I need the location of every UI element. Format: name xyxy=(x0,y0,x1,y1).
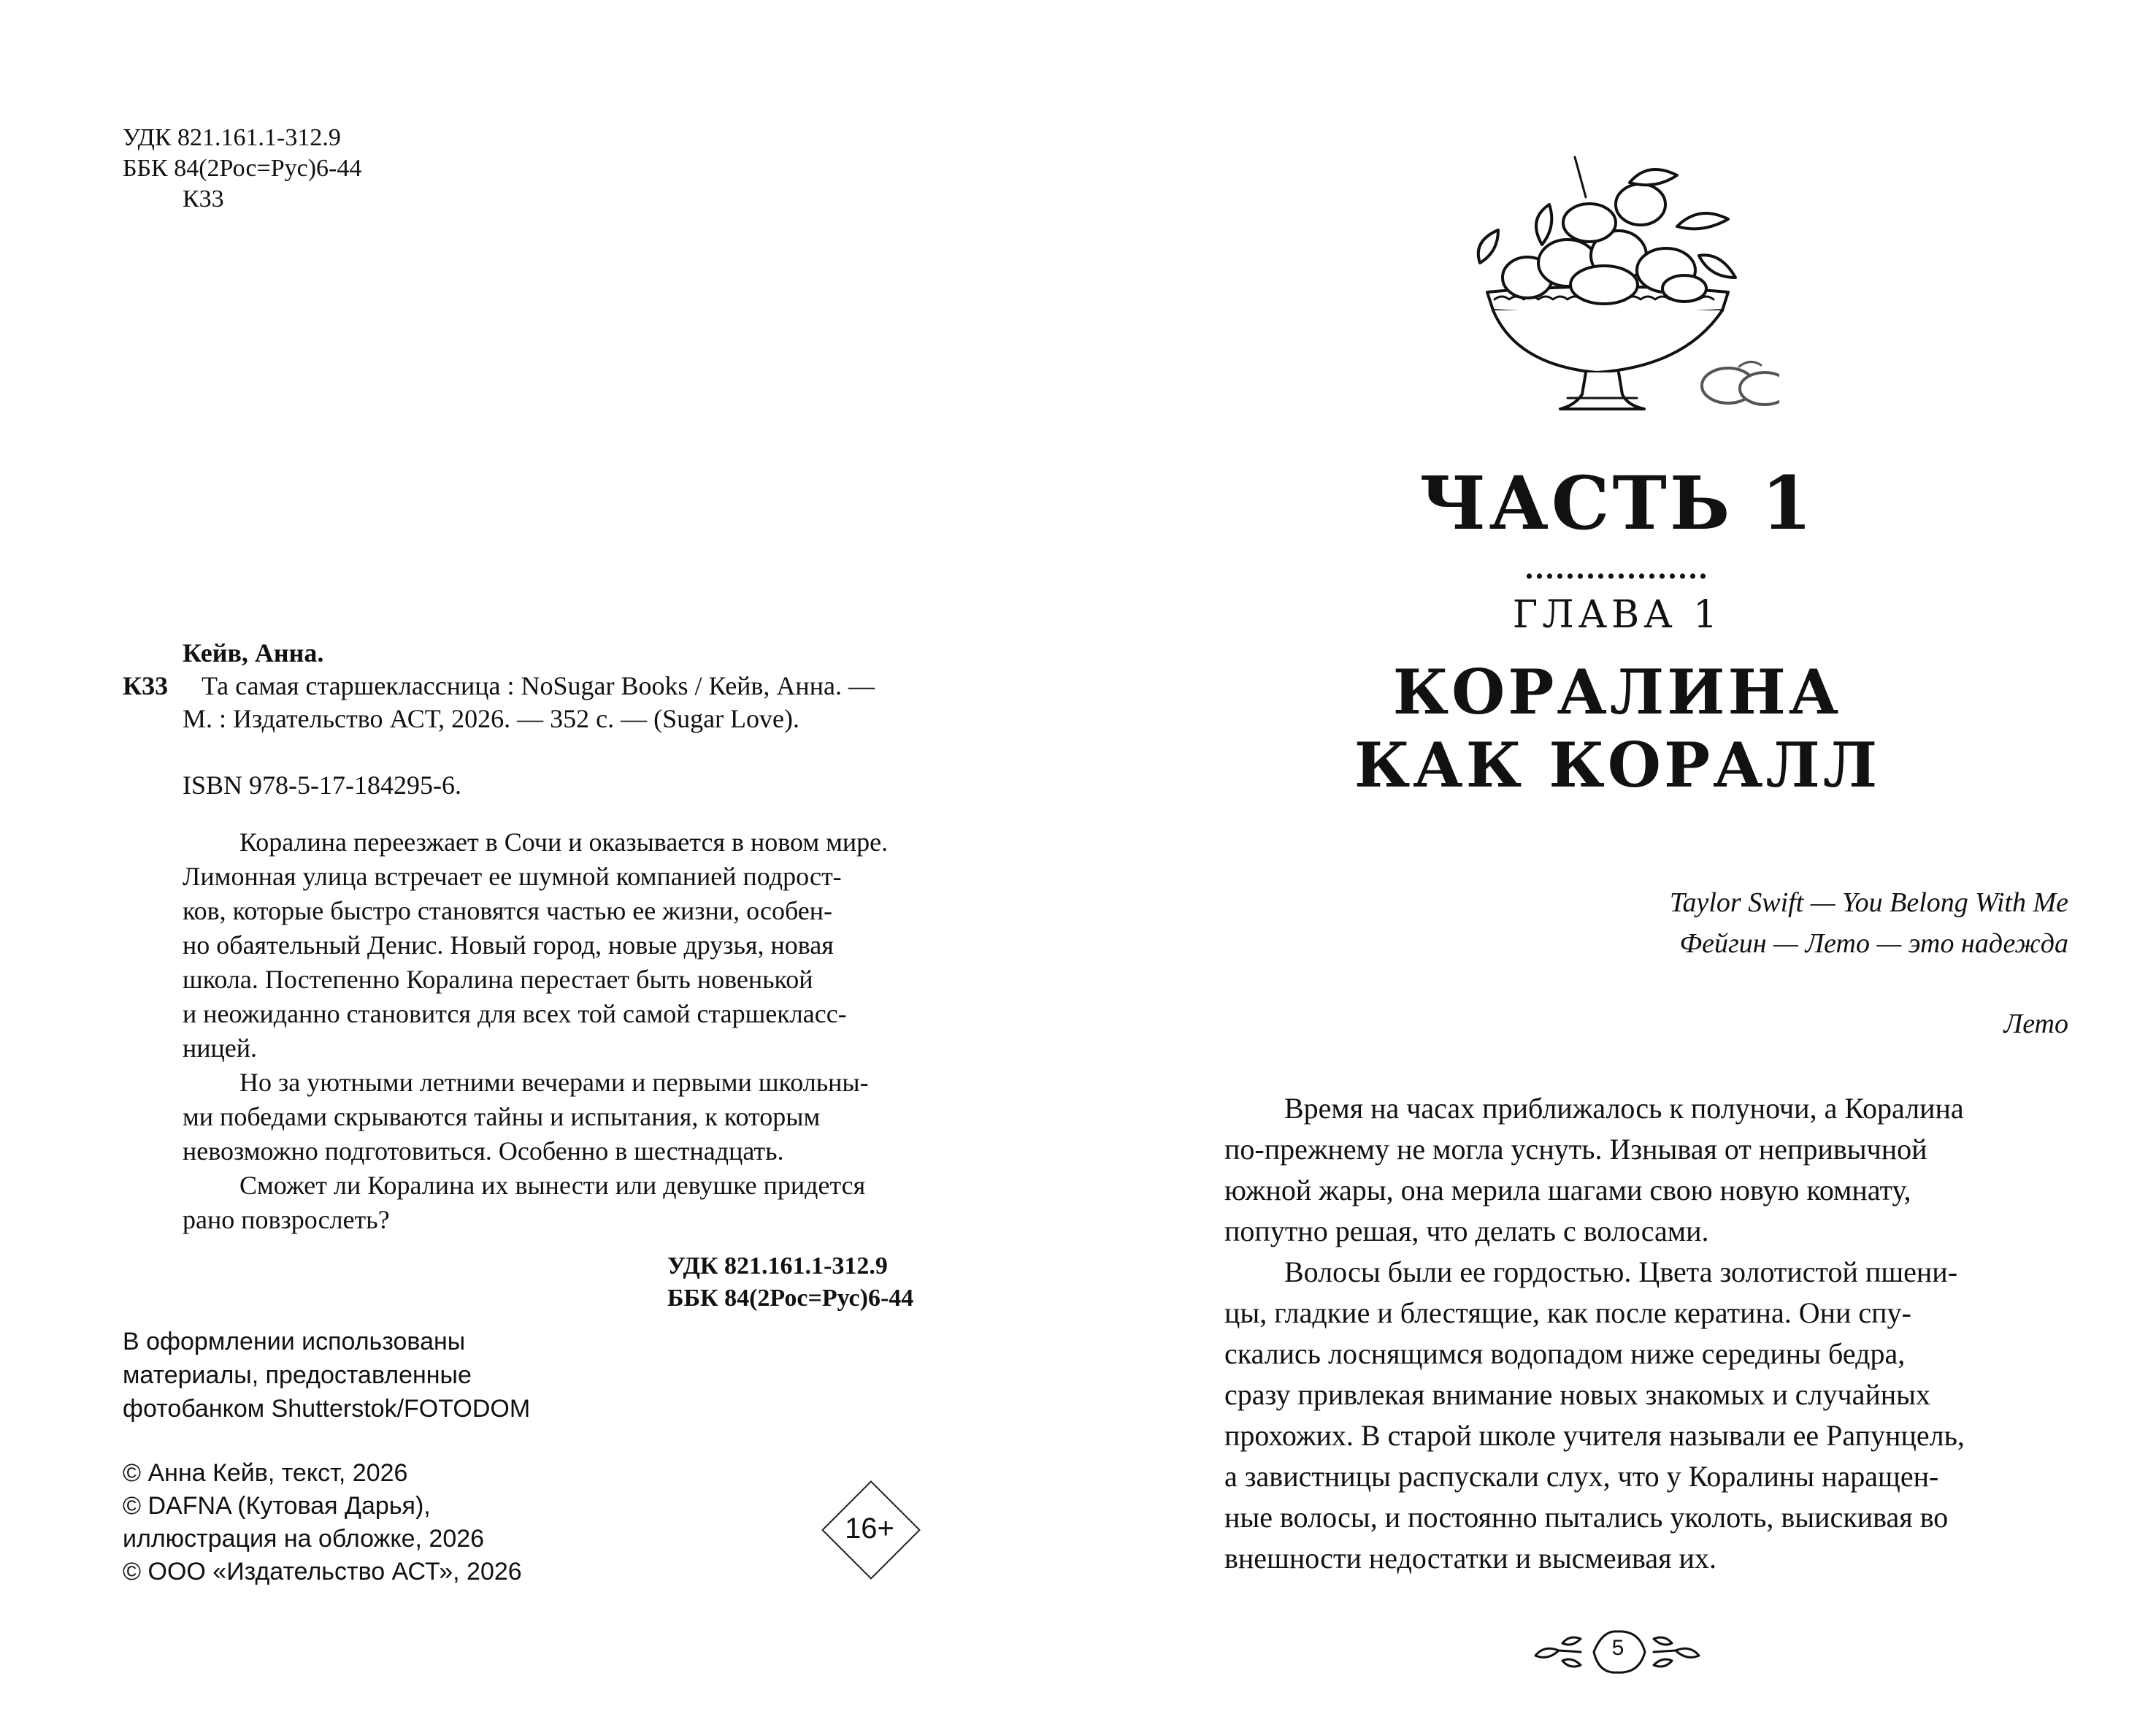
body-line: а завистницы распускали слух, что у Коралины наращен- xyxy=(1224,1460,1939,1493)
annotation-line: рано повзрослеть? xyxy=(183,1205,390,1234)
chapter-body xyxy=(1224,1088,2071,1579)
udk-code: УДК 821.161.1-312.9 xyxy=(667,1252,888,1280)
chapter-label: ГЛАВА 1 xyxy=(1512,593,1722,637)
udk-code: УДК 821.161.1-312.9 xyxy=(123,124,341,151)
author-name: Кейв, Анна. xyxy=(183,638,324,668)
epigraph-line: Taylor Swift — You Belong With Me xyxy=(1669,887,2068,918)
annotation-line: но обаятельный Денис. Новый город, новые друзья, новая xyxy=(183,930,834,960)
season-label: Лето xyxy=(2003,1009,2068,1039)
body-line: сразу привлекая внимание новых знакомых и случайных xyxy=(1224,1378,1931,1411)
body-line: Время на часах приближалось к полуночи, а Коралина xyxy=(1284,1092,1964,1125)
page-number: 5 xyxy=(1611,1636,1624,1660)
body-line: попутно решая, что делать с волосами. xyxy=(1224,1215,1709,1247)
catalog-mark: К33 xyxy=(123,671,169,700)
body-line: скались лоснящимся водопадом ниже середины бедра, xyxy=(1224,1337,1906,1370)
copyright-block xyxy=(123,1457,522,1588)
annotation-line: Лимонная улица встречает ее шумной компанией подрост- xyxy=(183,862,842,891)
age-rating-badge xyxy=(822,1481,917,1576)
chapter-title-line: КОРАЛИНА xyxy=(1392,656,1842,728)
dotted-divider: .................. xyxy=(1525,550,1709,586)
body-line: ные волосы, и постоянно пытались уколоть, выискивая во xyxy=(1224,1501,1949,1534)
bibliographic-record xyxy=(123,637,911,802)
body-line: по-прежнему не могла уснуть. Изнывая от непривычной xyxy=(1224,1133,1927,1166)
copyright-line: © ООО «Издательство АСТ», 2026 xyxy=(123,1558,522,1586)
udk-footer xyxy=(667,1250,913,1315)
part-title: ЧАСТЬ 1 xyxy=(1419,460,1815,546)
annotation-line: невозможно подготовиться. Особенно в шестнадцать. xyxy=(183,1136,784,1166)
body-line: прохожих. В старой школе учителя называли ее Рапунцель, xyxy=(1224,1419,1965,1452)
design-credit-line: материалы, предоставленные xyxy=(123,1361,472,1389)
copyright-line: © Анна Кейв, текст, 2026 xyxy=(123,1459,408,1487)
annotation-line: и неожиданно становится для всех той самой старшекласс- xyxy=(183,999,847,1028)
chapter-page xyxy=(1078,0,2156,1725)
annotation-line: Коралина переезжает в Сочи и оказывается в новом мире. xyxy=(239,827,889,857)
annotation-line: ницей. xyxy=(183,1033,258,1063)
annotation-line: Сможет ли Коралина их вынести или девушке придется xyxy=(239,1171,866,1200)
epigraph xyxy=(1670,882,2068,964)
design-credit-line: В оформлении использованы xyxy=(123,1328,466,1355)
design-credits xyxy=(123,1325,530,1426)
epigraph-line: Фейгин — Лето — это надежда xyxy=(1679,928,2068,959)
design-credit-line: фотобанком Shutterstok/FOTODOM xyxy=(123,1395,531,1423)
copyright-line: © DAFNA (Кутовая Дарья), xyxy=(123,1492,431,1520)
udk-header xyxy=(123,123,361,215)
bbk-code: ББК 84(2Рос=Рус)6-44 xyxy=(123,155,362,182)
chapter-title-line: КАК КОРАЛЛ xyxy=(1354,729,1881,801)
annotation-line: школа. Постепенно Коралина перестает быть новенькой xyxy=(183,965,813,994)
annotation-line: Но за уютными летними вечерами и первыми школьны- xyxy=(239,1068,869,1097)
body-line: южной жары, она мерила шагами свою новую комнату, xyxy=(1224,1174,1911,1206)
body-line: внешности недостатки и высмеивая их. xyxy=(1224,1542,1716,1575)
biblio-title-line: Та самая старшеклассница : NoSugar Books / Кейв, Анна. — xyxy=(202,671,875,700)
bbk-code: ББК 84(2Рос=Рус)6-44 xyxy=(667,1285,914,1312)
annotation-line: ми победами скрываются тайны и испытания, к которым xyxy=(183,1102,821,1131)
age-rating-text: 16+ xyxy=(845,1512,894,1545)
biblio-publisher-line: М. : Издательство АСТ, 2026. — 352 с. — (Sugar Love). xyxy=(183,704,800,733)
body-line: цы, гладкие и блестящие, как после кератина. Они спу- xyxy=(1224,1296,1911,1329)
fruit-bowl-icon xyxy=(1458,153,1779,416)
body-line: Волосы были ее гордостью. Цвета золотистой пшени- xyxy=(1284,1255,1958,1288)
book-annotation xyxy=(183,825,949,1237)
author-mark: К33 xyxy=(183,185,224,213)
isbn: ISBN 978-5-17-184295-6. xyxy=(183,770,461,800)
chapter-title xyxy=(1078,656,2156,802)
annotation-line: ков, которые быстро становятся частью ее жизни, особен- xyxy=(183,896,833,925)
copyright-line: иллюстрация на обложке, 2026 xyxy=(123,1525,485,1553)
